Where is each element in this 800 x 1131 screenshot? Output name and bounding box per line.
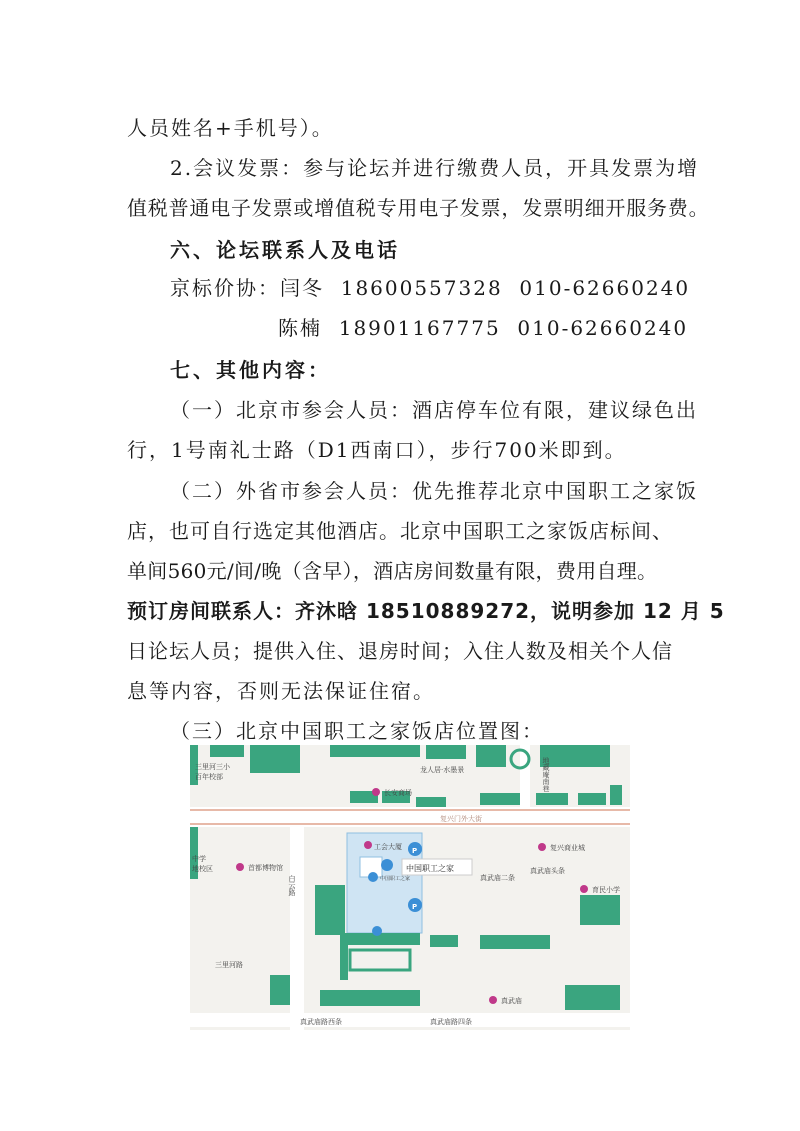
green-block [315, 885, 345, 935]
hotel-location-map [190, 745, 630, 1030]
map-label: 白云路 [288, 875, 296, 896]
green-block [330, 745, 420, 757]
text-line: 行，1号南礼士路（D1西南口），步行700米即到。 [127, 438, 627, 462]
hotel-pin-icon [381, 859, 393, 871]
museum-marker [236, 863, 244, 871]
gonghui-marker [364, 841, 372, 849]
green-block [476, 745, 506, 767]
green-block [580, 895, 620, 925]
green-block [536, 793, 568, 805]
map-label: 三里河路 [215, 961, 243, 969]
green-block [565, 985, 620, 1010]
map-label: 长安商场 [384, 789, 412, 797]
fuxing-marker [538, 843, 546, 851]
map-label: 真武庙路四条 [430, 1018, 472, 1026]
green-block [480, 935, 550, 949]
map-svg [190, 745, 630, 1030]
text-line: （三）北京中国职工之家饭店位置图： [170, 719, 544, 743]
text-line: 店，也可自行选定其他酒店。北京中国职工之家饭店标间、 [127, 519, 673, 543]
green-block [430, 935, 458, 947]
green-block [540, 745, 610, 767]
entrance-icon [368, 872, 378, 882]
green-block [480, 793, 520, 805]
entrance-icon [372, 926, 382, 936]
text-line: （一）北京市参会人员：酒店停车位有限，建议绿色出 [170, 398, 698, 422]
green-block [340, 945, 348, 980]
map-label: 中学 [192, 855, 206, 863]
green-block [610, 785, 622, 805]
green-block [416, 797, 446, 807]
map-label: 百年校部 [195, 773, 223, 781]
bottom-road [190, 1013, 630, 1027]
section-heading: 六、论坛联系人及电话 [170, 238, 400, 262]
section-heading: 七、其他内容： [170, 358, 331, 382]
map-label: 地藏庵南巷 [542, 757, 550, 792]
green-block [210, 745, 244, 757]
map-label: 真武庙二条 [480, 874, 515, 882]
green-block [270, 975, 290, 1005]
map-label: 真武庙 [501, 997, 522, 1005]
green-block [426, 745, 466, 759]
map-label: 真武庙头条 [530, 867, 565, 875]
green-block [578, 793, 606, 805]
parking-icon-glyph: P [412, 847, 418, 855]
contact-line: 京标价协：闫冬 18600557328 010-62660240 [170, 276, 691, 300]
text-line: 2.会议发票：参与论坛并进行缴费人员，开具发票为增 [170, 156, 700, 180]
hotel-label: 中国职工之家 [406, 864, 454, 873]
map-label: 育民小学 [592, 886, 620, 894]
map-label: 复兴门外大街 [440, 815, 482, 823]
map-label: 首都博物馆 [248, 864, 283, 872]
school-marker [580, 885, 588, 893]
map-label: 地校区 [192, 865, 213, 873]
text-line: 预订房间联系人：齐沐晗 18510889272，说明参加 12 月 5 [127, 599, 725, 623]
baiyun-road [290, 827, 304, 1030]
text-line: 日论坛人员；提供入住、退房时间；入住人数及相关个人信 [127, 639, 673, 663]
map-label: 工会大厦 [374, 843, 402, 851]
text-line: 单间560元/间/晚（含早），酒店房间数量有限，费用自理。 [127, 559, 658, 583]
map-label: 三里河三小 [195, 763, 230, 771]
parking-icon-glyph: P [412, 903, 418, 911]
green-block [250, 745, 300, 773]
map-label: 中国职工之家 [380, 876, 411, 882]
map-label: 真武庙路西条 [300, 1018, 342, 1026]
green-block [320, 990, 420, 1006]
text-line: （二）外省市参会人员：优先推荐北京中国职工之家饭 [170, 479, 698, 503]
text-line: 息等内容，否则无法保证住宿。 [127, 679, 435, 703]
text-line: 值税普通电子发票或增值税专用电子发票，发票明细开服务费。 [127, 196, 710, 220]
text-line: 人员姓名+手机号）。 [127, 116, 334, 140]
changan-marker [372, 788, 380, 796]
map-label: 复兴商业城 [550, 844, 585, 852]
contact-line: 陈楠 18901167775 010-62660240 [278, 316, 689, 340]
map-label: 龙人居·水墨景 [420, 766, 465, 774]
temple-marker [489, 996, 497, 1004]
